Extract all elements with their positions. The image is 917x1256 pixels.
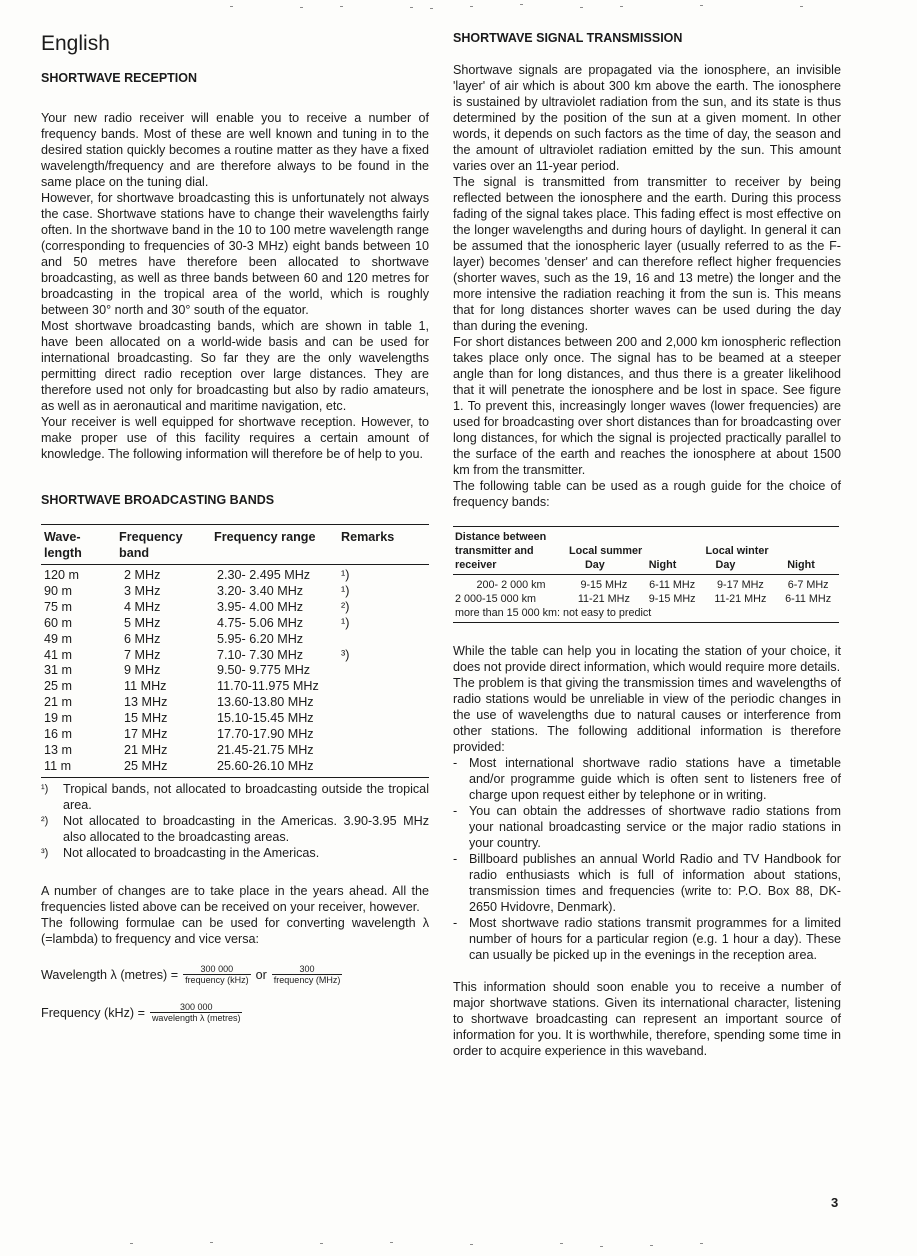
wavelength-formula-lhs: Wavelength λ (metres) =	[41, 967, 179, 982]
section-heading-reception: SHORTWAVE RECEPTION	[41, 71, 198, 85]
table-row	[41, 584, 429, 600]
table-row	[453, 592, 839, 606]
table-cell: ¹)	[341, 615, 350, 630]
table-cell: ¹)	[341, 583, 350, 598]
table-cell: 9.50- 9.775 MHz	[217, 663, 311, 678]
reception-paragraph-3: Most shortwave broadcasting bands, which are shown in table 1, have been allocated on a world-wide basis and can be used for international broadcasting. So far they are the only wavelengths permitting direct radio reception over large distances. They are therefore used not only for broadcasting but also by radio amateurs, as well as in aeronautical and maritime navigation, etc.	[41, 319, 429, 413]
fraction-denominator: frequency (kHz)	[185, 974, 249, 985]
frequency-fraction	[150, 1003, 243, 1023]
table-cell: 4.75- 5.06 MHz	[217, 615, 304, 630]
list-item: - Most shortwave radio stations transmit programmes for a limited number of hours for a particular region (e.g. 1 hour a day). These can usually be picked up in the evenings in the reception area.	[453, 916, 841, 962]
table-cell: 9-15 MHz	[648, 593, 696, 605]
table-cell: 21.45-21.75 MHz	[217, 742, 314, 757]
footnote-mark: ²)	[41, 814, 49, 827]
table-cell	[338, 632, 429, 648]
col-header-frequency-range: Frequency range	[211, 525, 338, 565]
table-cell	[338, 711, 429, 727]
table-cell: 6 MHz	[124, 631, 161, 646]
table-row	[41, 759, 429, 777]
footnote-mark: ¹)	[41, 782, 49, 795]
table-cell: ³)	[341, 647, 350, 662]
page-title: English	[41, 32, 110, 55]
table-row	[41, 743, 429, 759]
wavelength-formula	[41, 965, 429, 985]
table-row	[41, 695, 429, 711]
table-cell: 2.30- 2.495 MHz	[217, 568, 311, 582]
list-item: - Billboard publishes an annual World Radio and TV Handbook for radio enthusiasts which is full of information about stations, transmission times and frequencies (write to: P.O. Box 88, DK-2650 Hvidovre, Denmark).	[453, 852, 841, 914]
list-item: - Most international shortwave radio stations have a timetable and/or programme guide which is often sent to listeners free of charge upon request either by telephone or in writing.	[453, 756, 841, 802]
table-cell: 11 MHz	[124, 679, 167, 694]
table-cell	[338, 759, 429, 777]
scan-artifact-top	[0, 0, 917, 10]
table-row	[453, 606, 839, 623]
table-cell: 25 m	[44, 679, 72, 694]
transmission-paragraph-1: Shortwave signals are propagated via the ionosphere, an invisible 'layer' of air which is about 300 km above the earth. The ionosphere is sustained by ultraviolet radiation from the sun, and its state is thus determined by the position of the sun at a given moment. In other words, it depends on such factors as the time of day, the season and the amount of ultraviolet radiation emitted by the sun. This amount varies over an 11-year period.	[453, 63, 841, 173]
info-paragraph-1: While the table can help you in locating the station of your choice, it does not provide direct information, which would require more details.	[453, 644, 841, 674]
table-cell: 49 m	[44, 631, 72, 646]
col-header-wavelength: Wave- length	[41, 525, 116, 565]
list-item-text: You can obtain the addresses of shortwave radio stations from your national broadcasting service or the major radio stations in your country.	[469, 804, 841, 850]
table-cell: 7.10- 7.30 MHz	[217, 647, 304, 662]
table-cell: 21 m	[44, 695, 72, 710]
changes-paragraph: A number of changes are to take place in the years ahead. All the frequencies listed above can be received on your receiver, however.	[41, 883, 429, 914]
list-item: - You can obtain the addresses of shortwave radio stations from your national broadcasting service or the major radio stations in your country.	[453, 804, 841, 850]
table-cell: 75 m	[44, 599, 72, 614]
frequency-formula	[41, 1003, 429, 1023]
table-cell	[338, 695, 429, 711]
col-header-winter-night: Night	[775, 558, 839, 575]
distance-table-header	[453, 527, 839, 558]
table-row	[41, 679, 429, 695]
formula-or: or	[255, 967, 267, 982]
table-cell: 15.10-15.45 MHz	[217, 711, 314, 726]
table-cell: 2 000-15 000 km	[455, 593, 537, 605]
table-cell	[338, 663, 429, 679]
footnotes	[41, 781, 429, 861]
col-header-local-summer: Local summer	[567, 527, 704, 558]
table-cell: 9-17 MHz	[716, 579, 764, 591]
table-cell	[338, 679, 429, 695]
left-column	[41, 70, 429, 1023]
table-cell: 25 MHz	[116, 759, 211, 777]
table-cell: 15 MHz	[124, 711, 168, 726]
table-cell: 21 MHz	[124, 742, 168, 757]
closing-paragraph: This information should soon enable you to receive a number of major shortwave stations. Given its international character, listening to shortwave broadcasting can represent an important source of information for you. It is worthwhile, therefore, spending some time in order to acquire experience in this waveband.	[453, 980, 841, 1058]
table-cell: 11 m	[41, 759, 116, 777]
reception-paragraph-4: Your receiver is well equipped for shortwave reception. However, to make proper use of this facility requires a certain amount of knowledge. The following information will therefore be of help to you.	[41, 415, 429, 461]
footnote	[41, 781, 429, 813]
table-row	[453, 575, 839, 593]
table-cell: 7 MHz	[124, 647, 161, 662]
table-cell: 5.95- 6.20 MHz	[217, 631, 304, 646]
reception-paragraph-1: Your new radio receiver will enable you to receive a number of frequency bands. Most of these are well known and tuning in to the desired station quickly becomes a routine matter as they have a fixed wavelength/frequency and are therefore always to be found in the same place on the tuning dial.	[41, 111, 429, 189]
table-cell: 31 m	[44, 663, 72, 678]
transmission-paragraph-4: The following table can be used as a rough guide for the choice of frequency bands:	[453, 479, 841, 509]
section-heading-transmission: SHORTWAVE SIGNAL TRANSMISSION	[453, 31, 683, 45]
page-number: 3	[831, 1195, 839, 1210]
table-cell: 9 MHz	[124, 663, 161, 678]
reception-paragraph-2: However, for shortwave broadcasting this is unfortunately not always the case. Shortwave stations have to change their wavelengths fairly often. In the shortwave band in the 10 to 100 metre wavelength range (corresponding to frequencies of 30-3 MHz) eight bands between 10 and 50 metres have therefore been allocated to shortwave broadcasting, as well as three bands between 60 and 120 metres for broadcasting in the tropical area of the world, which is roughly between 30° north and 30° south of the equator.	[41, 191, 429, 317]
table-cell: 17 MHz	[124, 727, 168, 742]
formula-intro: The following formulae can be used for converting wavelength λ (=lambda) to frequency and vice versa:	[41, 915, 429, 946]
wavelength-fraction-mhz	[272, 965, 343, 985]
table-cell: 13 m	[44, 742, 72, 757]
table-cell: 13.60-13.80 MHz	[217, 695, 314, 710]
list-item-text: Billboard publishes an annual World Radio and TV Handbook for radio enthusiasts which is full of information about stations, transmission times and frequencies (write to: P.O. Box 88, DK-2650 Hvidovre, Denmark).	[469, 852, 841, 914]
info-bullet-list	[453, 755, 841, 963]
table-row	[41, 616, 429, 632]
footnote-mark: ³)	[41, 846, 49, 859]
table-cell: 3.95- 4.00 MHz	[217, 599, 304, 614]
table-cell: 13 MHz	[124, 695, 168, 710]
table-row	[41, 648, 429, 664]
col-header-local-winter: Local winter	[704, 527, 839, 558]
list-item-text: Most international shortwave radio stations have a timetable and/or programme guide which is often sent to listeners free of charge upon request either by telephone or in writing.	[469, 756, 841, 802]
col-header-frequency-band: Frequency band	[116, 525, 211, 565]
section-heading-bands: SHORTWAVE BROADCASTING BANDS	[41, 493, 275, 507]
col-header-summer-day: Day	[567, 558, 639, 575]
table-row	[41, 663, 429, 679]
distance-table	[453, 526, 839, 623]
footnote-text: Tropical bands, not allocated to broadcasting outside the tropical area.	[63, 781, 429, 812]
fraction-denominator: frequency (MHz)	[273, 974, 341, 985]
fraction-numerator: 300	[299, 963, 315, 974]
table-cell: 25.60-26.10 MHz	[211, 759, 338, 777]
table-cell: 200- 2 000 km	[476, 579, 546, 591]
fraction-numerator: 300 000	[179, 1001, 213, 1012]
table-cell: 6-7 MHz	[787, 579, 829, 591]
frequency-formula-lhs: Frequency (kHz) =	[41, 1005, 145, 1020]
table-cell: 16 m	[44, 727, 72, 742]
table-row	[41, 632, 429, 648]
transmission-paragraph-3: For short distances between 200 and 2,000 km ionospheric reflection takes place only once. The signal has to be beamed at a steeper angle than for long distances, and thus there is a greater likelihood that it will penetrate the ionosphere and be lost in space. See figure 1. To prevent this, increasingly longer waves (lower frequencies) are used for broadcasting over short distances than for broadcasting over long distances, for which the signal is projected practically parallel to the surface of the earth and reaches the ionosphere at about 1500 km from the transmitter.	[453, 335, 841, 477]
table-cell: ¹)	[341, 568, 350, 582]
table-cell: 2 MHz	[124, 568, 161, 582]
footnote-text: Not allocated to broadcasting in the Americas.	[63, 845, 320, 860]
table-cell: 11.70-11.975 MHz	[217, 679, 319, 694]
table-cell: 9-15 MHz	[580, 579, 628, 591]
info-paragraph-2: The problem is that giving the transmission times and wavelengths of radio stations would be unreliable in view of the periodic changes in the use of wavelengths due to natural causes or interference from other stations. The following additional information is therefore provided:	[453, 676, 841, 754]
list-item-text: Most shortwave radio stations transmit programmes for a limited number of hours for a particular region (e.g. 1 hour a day). These can usually be picked up in the evenings in the reception area.	[469, 916, 841, 962]
table-cell: 5 MHz	[124, 615, 161, 630]
table-cell: 41 m	[44, 647, 72, 662]
table-cell: 19 m	[44, 711, 72, 726]
col-header-winter-day: Day	[704, 558, 776, 575]
table-cell: 90 m	[44, 583, 72, 598]
scan-artifact-bottom	[0, 1240, 917, 1250]
table-cell: 6-11 MHz	[785, 593, 832, 605]
table-cell: 3 MHz	[124, 583, 161, 598]
table-cell	[338, 743, 429, 759]
table-cell: 60 m	[44, 615, 72, 630]
table-row	[41, 711, 429, 727]
footnote	[41, 813, 429, 845]
table-cell: 6-11 MHz	[649, 579, 696, 591]
footnote	[41, 845, 429, 861]
bands-table	[41, 524, 429, 778]
table-row	[41, 565, 429, 584]
right-column	[453, 30, 841, 1059]
col-header-remarks: Remarks	[338, 525, 429, 565]
footnote-text: Not allocated to broadcasting in the Americas. 3.90-3.95 MHz also allocated to the broadcasting areas.	[63, 813, 429, 844]
wavelength-fraction-khz	[183, 965, 251, 985]
col-header-summer-night: Night	[639, 558, 704, 575]
table-cell: 4 MHz	[124, 599, 161, 614]
table-cell: 17.70-17.90 MHz	[217, 727, 314, 742]
fraction-denominator: wavelength λ (metres)	[151, 1012, 241, 1023]
col-header-distance: Distance between transmitter and receiver	[453, 527, 567, 575]
table-row	[41, 600, 429, 616]
transmission-paragraph-2: The signal is transmitted from transmitter to receiver by being reflected between the ionosphere and the earth. During this process fading of the signal takes place. This fading effect is most effective on the longer wavelengths and during hours of daylight. In general it can be assumed that the ionospheric layer (usually referred to as the F-layer) becomes 'denser' and can therefore reflect higher frequencies (shorter waves, such as the 19, 16 and 13 metre) the longer and the more intensive the radiation reaching it from the sun is. This means that for long distances shorter waves can be used during the day than during the evening.	[453, 175, 841, 333]
distance-table-note: more than 15 000 km: not easy to predict	[453, 606, 839, 623]
fraction-numerator: 300 000	[200, 963, 234, 974]
table-cell: 3.20- 3.40 MHz	[217, 583, 304, 598]
table-cell: 120 m	[44, 568, 80, 582]
table-cell	[338, 727, 429, 743]
table-cell: 11-21 MHz	[577, 593, 630, 605]
table-row	[41, 727, 429, 743]
table-cell: 11-21 MHz	[714, 593, 767, 605]
bands-table-header	[41, 525, 429, 565]
table-cell: ²)	[341, 599, 350, 614]
